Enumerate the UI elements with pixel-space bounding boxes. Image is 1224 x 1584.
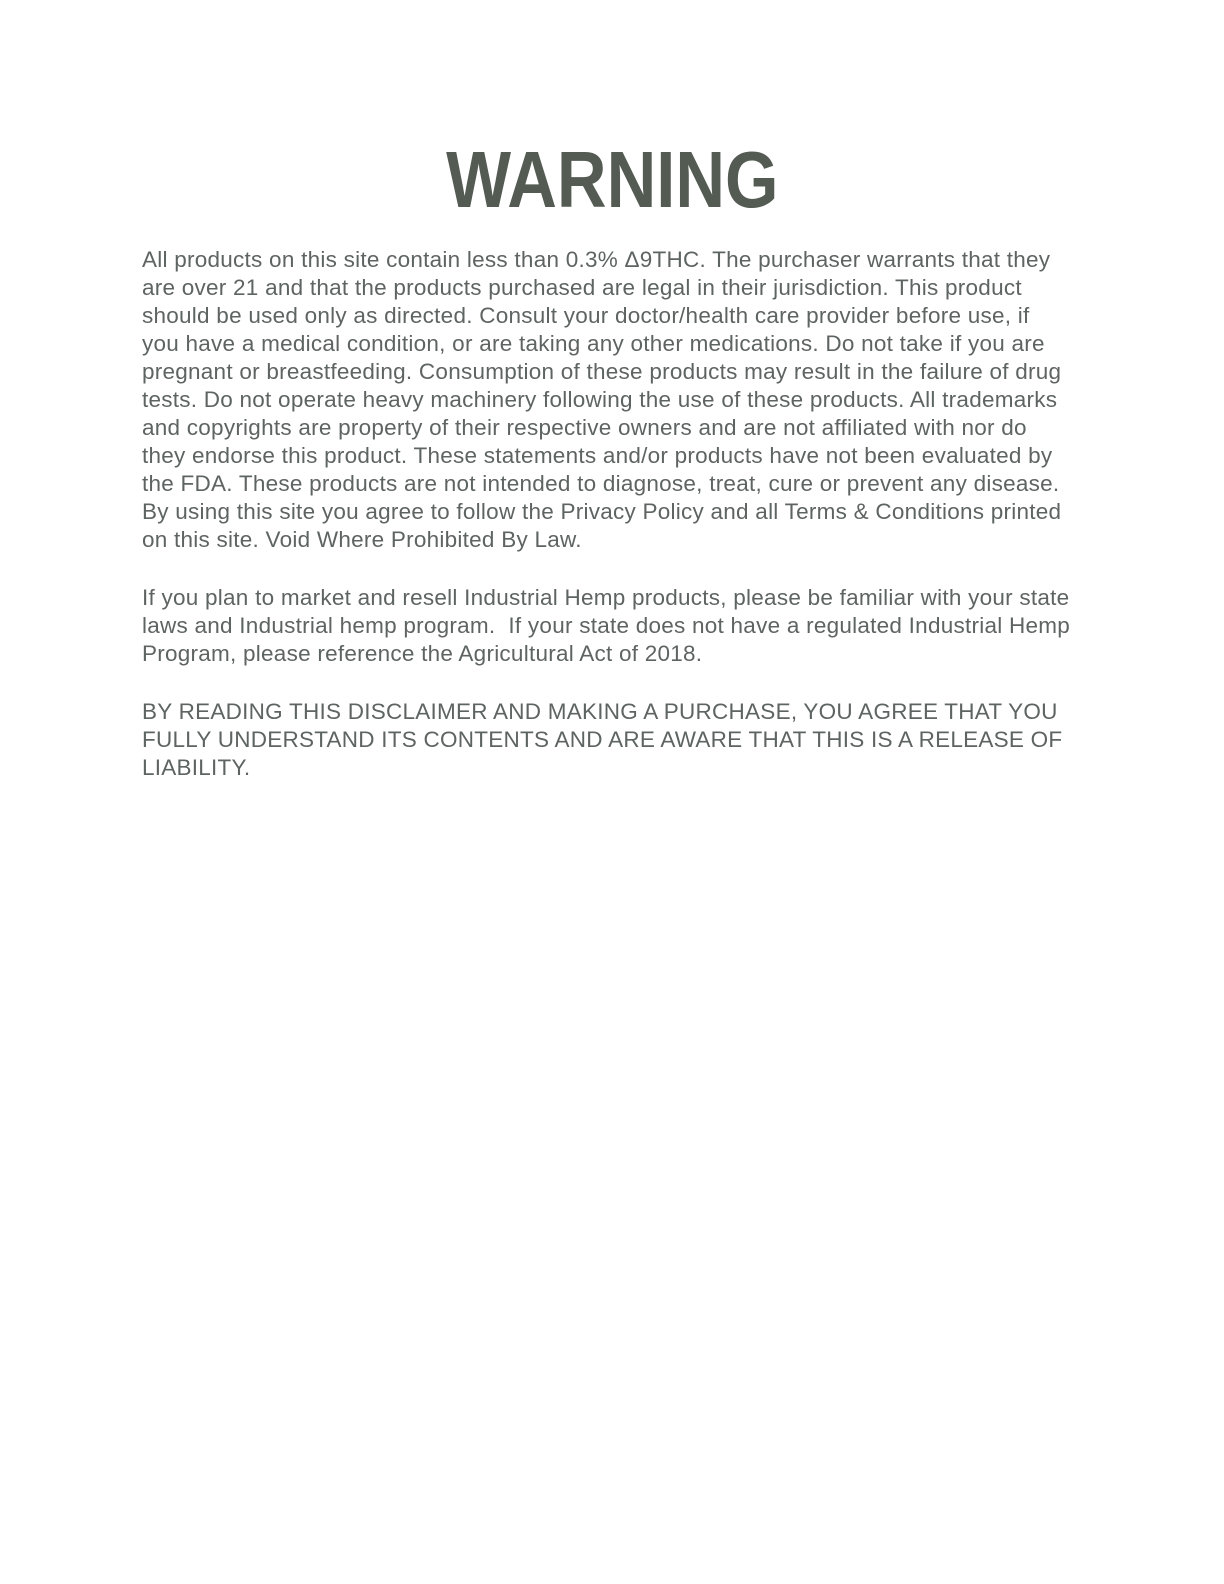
page-title-text: WARNING [445,135,779,224]
disclaimer-paragraph-resell: If you plan to market and resell Industrial Hemp products, please be familiar with your state laws and Industrial hemp program. If your state does not have a regulated Industrial Hemp Program, please reference the Agricultural Act of 2018. [142,585,1077,666]
page-title [142,135,1082,224]
disclaimer-content [142,246,1077,782]
disclaimer-paragraph-legal: All products on this site contain less than 0.3% Δ9THC. The purchaser warrants that they are over 21 and that the products purchased are legal in their jurisdiction. This product should be used only as directed. Consult your doctor/health care provider before use, if you have a medical condition, or are taking any other medications. Do not take if you are pregnant or breastfeeding. Consumption of these products may result in the failure of drug tests. Do not operate heavy machinery following the use of these products. All trademarks and copyrights are property of their respective owners and are not affiliated with nor do they endorse this product. These statements and/or products have not been evaluated by the FDA. These products are not intended to diagnose, treat, cure or prevent any disease. By using this site you agree to follow the Privacy Policy and all Terms & Conditions printed on this site. Void Where Prohibited By Law. [142,247,1068,552]
disclaimer-paragraph-liability-release: BY READING THIS DISCLAIMER AND MAKING A PURCHASE, YOU AGREE THAT YOU FULLY UNDERSTAND ITS CONTENTS AND ARE AWARE THAT THIS IS A RELEASE OF LIABILITY. [142,699,1069,780]
